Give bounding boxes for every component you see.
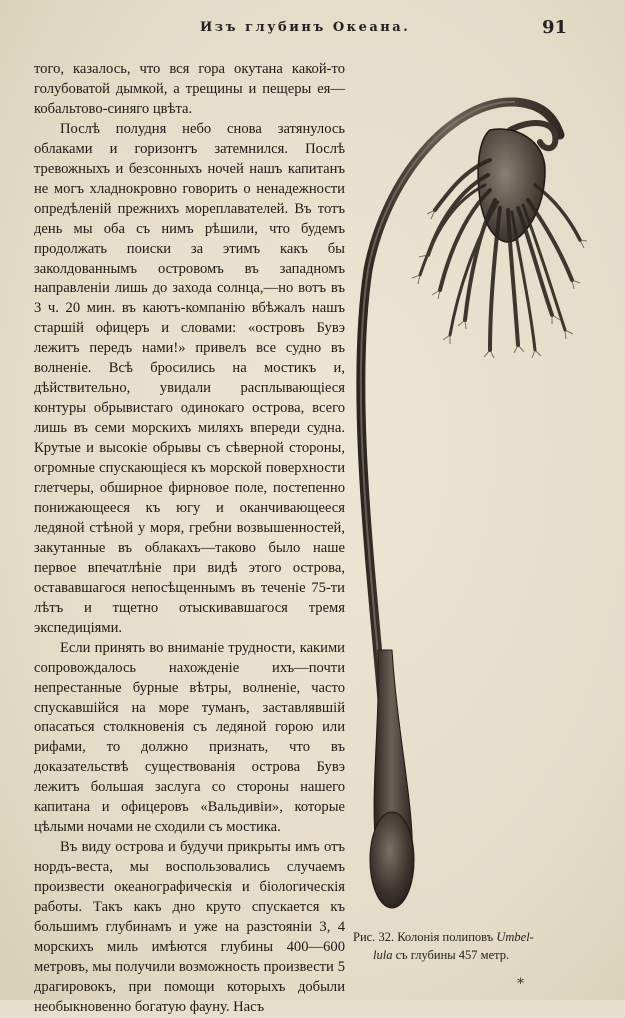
paragraph-1: того, казалось, что вся гора окутана какой-то голубоватой дымкой, а трещины и пещеры ея—кобальтово-синяго цвѣта.: [34, 61, 345, 117]
polyp-colony-drawing: [340, 90, 590, 920]
paragraph-3: Если принять во вниманіе трудности, какими сопровождалось нахожденіе ихъ—почти непрестанные бурные вѣтры, волненіе, часто спускавшійся на море туманъ, заставлявшій опасаться столкновенія съ ледяной горою или рифами, то должно признать, что въ доказательствѣ существованія острова Бувэ лежитъ большая заслуга со стороны нашего капитана и офицеровъ «Вальдивіи», которые цѣлыми ночами не сходили съ мостика.: [34, 639, 345, 836]
caption-suffix: съ глубины 457 метр.: [392, 948, 510, 962]
page-number: 91: [542, 17, 568, 38]
umbellula-illustration: [340, 90, 590, 920]
caption-genus-part1: Umbel-: [496, 930, 534, 944]
running-title: Изъ глубинъ Океана.: [200, 20, 411, 35]
figure-caption: [353, 928, 583, 964]
caption-genus-part2: lula: [373, 948, 393, 962]
paragraph-4: Въ виду острова и будучи прикрыты имъ отъ нордъ-веста, мы воспользовались случаемъ произвести океанографическія и біологическія работы. Такъ какъ дно круто спускается къ большимъ глубинамъ и уже на разстояніи 3, 4 морскихъ миль имѣются глубины 400—600 метровъ, мы получили возможность произвести 5 драгировокъ, при помощи которыхъ добыли необыкновенно богатую фауну. Насъ: [34, 839, 345, 1015]
paragraph-2: Послѣ полудня небо снова затянулось облаками и горизонтъ затемнился. Послѣ тревожныхъ и безсонныхъ ночей нашъ капитанъ не могъ хладнокровно говорить о ненадежности опредѣленій прежнихъ мореплавателей. Въ тотъ день мы оба съ нимъ рѣшили, что будемъ продолжать поиски за этимъ какъ бы заколдованнымъ островомъ въ западномъ направленіи лишь до захода солнца,—но вотъ въ 3 ч. 20 мин. въ каютъ-компанію вбѣжалъ нашъ старшій офицеръ и словами: «островъ Бувэ лежитъ передъ нами!» привелъ все судно въ волненіе. Всѣ бросились на мостикъ и, дѣйствительно, увидали расплывающіеся контуры обрывистаго одинокаго острова, всего лишь въ семи морскихъ миляхъ впереди судна. Крутые и высокіе обрывы съ сѣверной стороны, огромные спускающіеся къ морской поверхности глетчеры, обширное фирновое поле, постепенно понижающееся къ югу и оканчивающееся ледяной стѣной у моря, гребни возвышенностей, закутанные въ облакахъ—таково было наше первое впечатлѣніе при видѣ этого острова, остававшагося непосѣщеннымъ въ теченіе 75-ти лѣтъ и тщетно отыскивавшагося тремя экспедиціями.: [34, 120, 345, 636]
caption-prefix: Рис. 32. Колонія полиповъ: [353, 930, 497, 944]
body-text-column: [34, 60, 345, 1018]
signature-mark: *: [517, 976, 524, 992]
stalk-bulb: [370, 812, 414, 908]
